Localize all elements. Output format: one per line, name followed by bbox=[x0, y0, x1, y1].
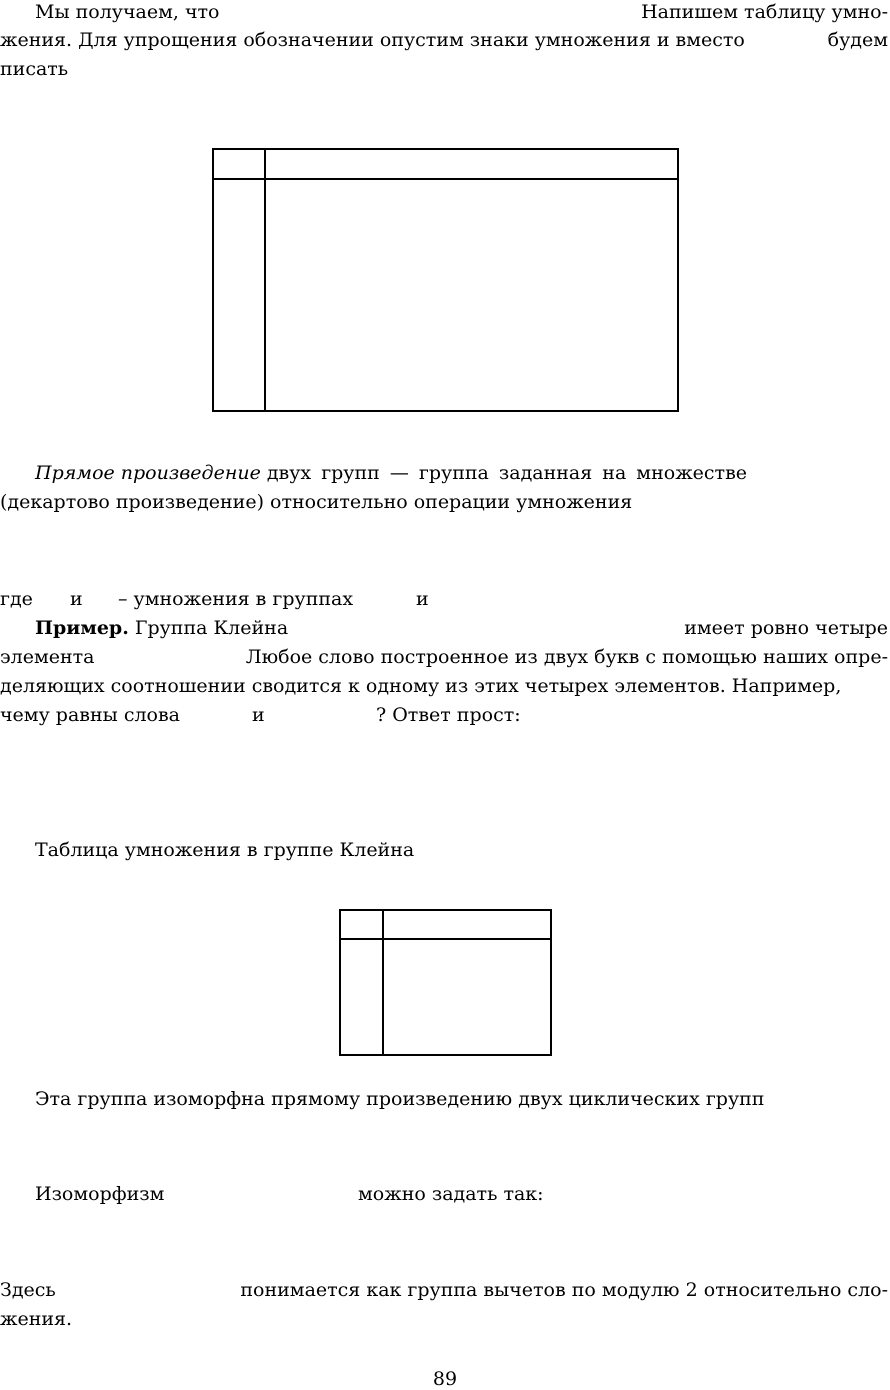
table-column-rule bbox=[264, 150, 266, 410]
text-span: – умножения в группах bbox=[118, 588, 354, 610]
table-header-rule bbox=[341, 938, 550, 940]
text-span: Здесь bbox=[0, 1279, 56, 1301]
klein-multiplication-table bbox=[339, 909, 552, 1056]
text-span: ? Ответ прост: bbox=[376, 704, 521, 726]
text-line bbox=[35, 619, 288, 638]
text-line: жения. bbox=[0, 1308, 73, 1330]
text-line: будем bbox=[827, 29, 888, 51]
term-direct-product: Прямое произведение bbox=[35, 462, 261, 484]
text-line: писать bbox=[0, 58, 69, 80]
table-column-rule bbox=[382, 911, 384, 1054]
table-caption: Таблица умножения в группе Клейна bbox=[35, 839, 415, 861]
page-number: 89 bbox=[432, 1368, 458, 1390]
text-span: можно задать так: bbox=[358, 1183, 544, 1205]
text-line: понимается как группа вычетов по модулю 2 относительно сло- bbox=[240, 1279, 888, 1301]
text-span: Изоморфизм bbox=[35, 1183, 165, 1205]
text-span: и bbox=[416, 588, 429, 610]
text-span: где bbox=[0, 588, 33, 610]
text-span: Группа Клейна bbox=[134, 617, 289, 639]
text-line bbox=[35, 464, 747, 483]
text-span: двух групп — группа заданная на множестве bbox=[266, 462, 748, 484]
text-line: Эта группа изоморфна прямому произведению двух циклических групп bbox=[35, 1088, 765, 1110]
text-span: и bbox=[70, 588, 83, 610]
text-line: (декартово произведение) относительно операции умножения bbox=[0, 491, 633, 513]
text-line: Напишем таблицу умно- bbox=[641, 1, 888, 23]
text-line: имеет ровно четыре bbox=[684, 617, 888, 639]
example-label: Пример. bbox=[35, 617, 129, 639]
text-line: Любое слово построенное из двух букв с помощью наших опре- bbox=[245, 646, 888, 668]
text-line: деляющих соотношении сводится к одному из этих четырех элементов. Например, bbox=[0, 675, 842, 697]
table-header-rule bbox=[214, 178, 677, 180]
text-line: Мы получаем, что bbox=[35, 1, 220, 23]
text-line: элемента bbox=[0, 646, 95, 668]
multiplication-table bbox=[212, 148, 679, 412]
text-line: жения. Для упрощения обозначении опустим знаки умножения и вместо bbox=[0, 29, 745, 51]
text-span: чему равны слова bbox=[0, 704, 180, 726]
text-span: и bbox=[252, 704, 265, 726]
